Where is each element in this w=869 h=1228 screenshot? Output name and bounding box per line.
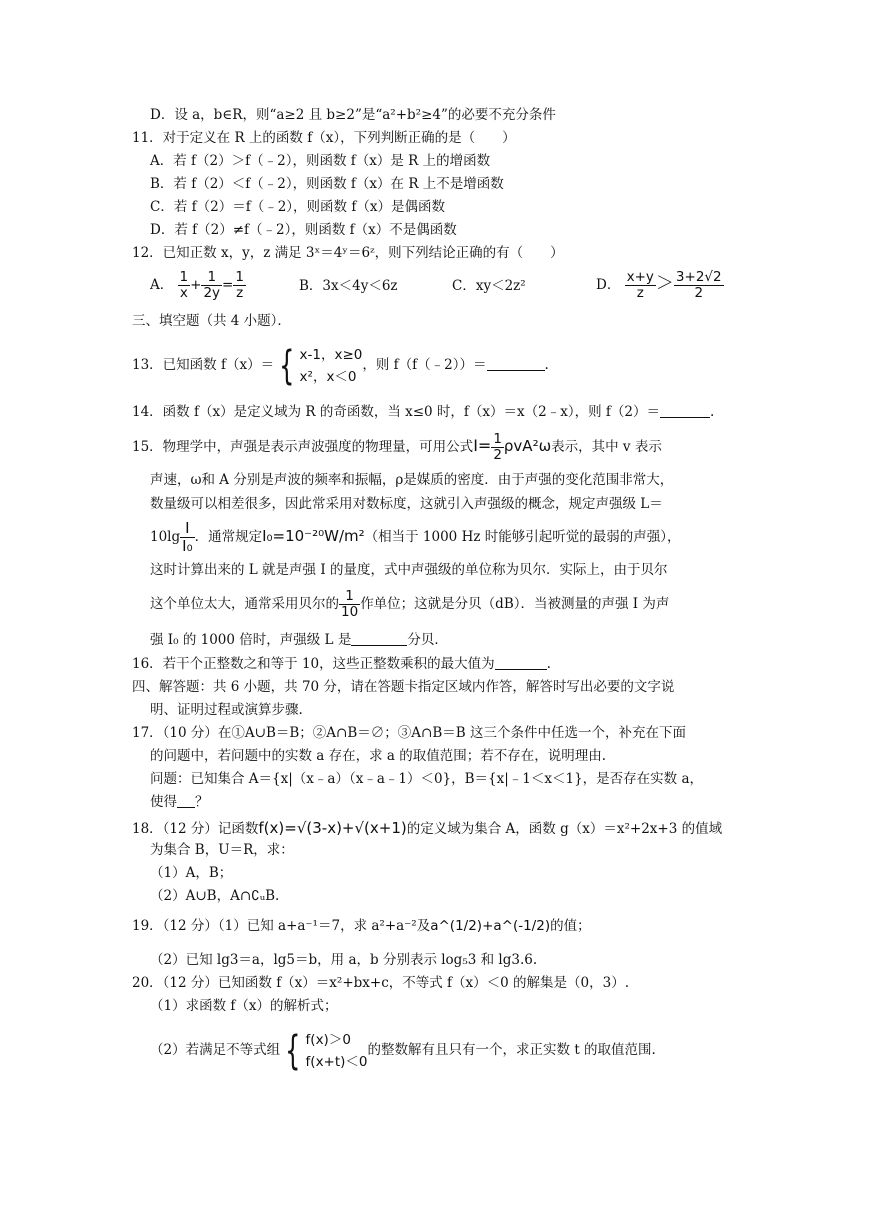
- q14: 14．函数 f（x）是定义域为 R 的奇函数，当 x≤0 时，f（x）＝x（2﹣x），则 f（2）＝ .: [132, 404, 715, 420]
- inequality-system: f(x)＞0 f(x+t)＜0: [305, 1031, 368, 1070]
- section-4-heading-cont: 明、证明过程或演算步骤.: [150, 702, 303, 718]
- option-label: D．: [596, 277, 621, 293]
- q11-option-d: D．若 f（2）≠f（﹣2），则函数 f（x）不是偶函数: [150, 222, 457, 238]
- answer-blank[interactable]: [487, 356, 545, 371]
- q18-line-2: 为集合 B，U＝R，求：: [150, 842, 294, 858]
- answer-blank[interactable]: [495, 655, 547, 670]
- q12-stem: 12．已知正数 x，y，z 满足 3ˣ＝4ʸ＝6ᶻ，则下列结论正确的有（ ）: [132, 245, 564, 261]
- fraction: $\frac{x+y}{z}$: [626, 268, 654, 301]
- fraction: $\frac{1}{z}$: [235, 268, 244, 301]
- fraction: $\frac{1}{10}$: [341, 587, 359, 620]
- q12-option-d: D． $\frac{x+y}{z}$ ＞ $\frac{3+2√2}{2}$: [596, 268, 722, 301]
- q10-option-d: D．设 a，b∈R，则“a≥2 且 b≥2”是“a²+b²≥4”的必要不充分条件: [150, 107, 556, 123]
- fraction: $\frac{1}{2}$: [493, 430, 502, 463]
- q12-option-b: B．3x＜4y＜6z: [299, 278, 398, 294]
- q15-line-1: 15．物理学中，声强是表示声波强度的物理量，可用公式I= $\frac{1}{2}$ ρvA²ω表示，其中 v 表示: [132, 430, 662, 463]
- q15-line-7: 强 I₀ 的 1000 倍时，声强级 L 是 分贝．: [150, 632, 448, 648]
- piecewise-cases: x-1，x≥0 x²，x＜0: [299, 346, 363, 385]
- q18-line-3: （1）A，B；: [150, 865, 233, 881]
- q15-line-5: 这时计算出来的 L 就是声强 I 的量度，式中声强级的单位称为贝尔．实际上，由于贝尔: [150, 562, 668, 578]
- fraction: $\frac{I}{\text{I₀}}$: [182, 519, 193, 555]
- q15-line-2: 声速，ω和 A 分别是声波的频率和振幅，ρ是媒质的密度．由于声强的变化范围非常大，: [150, 472, 674, 488]
- q11-option-b: B．若 f（2）＜f（﹣2），则函数 f（x）在 R 上不是增函数: [150, 176, 504, 192]
- q20-line-1: 20．（12 分）已知函数 f（x）＝x²+bx+c，不等式 f（x）＜0 的解集是（0，3）.: [132, 975, 630, 991]
- brace: {: [285, 1027, 301, 1074]
- brace: {: [279, 342, 295, 389]
- q16: 16．若干个正整数之和等于 10，这些正整数乘积的最大值为 .: [132, 656, 551, 672]
- q19-line-1: 19．（12 分）（1）已知 a+a⁻¹＝7，求 a²+a⁻²及a^(1/2)+a^(-1/2)的值；: [132, 918, 591, 934]
- q20-line-3: （2）若满足不等式组 { f(x)＞0 f(x+t)＜0 的整数解有且只有一个，求正实数 t 的取值范围.: [150, 1027, 656, 1074]
- q18-line-1: 18．（12 分）记函数f(x)=√(3-x)+√(x+1)的定义域为集合 A，函数 g（x）＝x²+2x+3 的值域: [132, 819, 723, 837]
- q13: 13．已知函数 f（x）＝ { x-1，x≥0 x²，x＜0 ，则 f（f（﹣2））＝ .: [132, 342, 549, 389]
- q12-option-c: C．xy＜2z²: [452, 278, 526, 294]
- q11-stem: 11．对于定义在 R 上的函数 f（x），下列判断正确的是（ ）: [132, 130, 516, 146]
- answer-blank[interactable]: [660, 403, 710, 418]
- q17-line-2: 的问题中，若问题中的实数 a 存在，求 a 的取值范围；若不存在，说明理由.: [150, 748, 607, 764]
- q15-line-3: 数量级可以相差很多，因此常采用对数标度，这就引入声强级的概念，规定声强级 L＝: [150, 496, 663, 512]
- formula: a^(1/2)+a^(-1/2): [430, 918, 551, 934]
- q11-option-c: C．若 f（2）＝f（﹣2），则函数 f（x）是偶函数: [150, 199, 445, 215]
- q17-line-1: 17．（10 分）在①A∪B＝B；②A∩B＝∅；③A∩B＝B 这三个条件中任选一个，补充在下面: [132, 725, 686, 741]
- q12-option-a: A． $\frac{1}{x}$ + $\frac{1}{2y}$ = $\frac{1}{z}$: [150, 268, 244, 301]
- section-3-heading: 三、填空题（共 4 小题）．: [132, 313, 291, 329]
- fraction: $\frac{3+2√2}{2}$: [675, 268, 722, 301]
- section-4-heading: 四、解答题：共 6 小题，共 70 分，请在答题卡指定区域内作答，解答时写出必要的文字说: [132, 679, 675, 695]
- q15-line-4: 10lg $\frac{I}{\text{I₀}}$ ．通常规定I₀=10⁻²⁰W/m²（相当于 1000 Hz 时能够引起听觉的最弱的声强），: [150, 519, 681, 555]
- answer-blank[interactable]: [177, 793, 195, 808]
- q19-line-2: （2）已知 lg3＝a，lg5＝b，用 a，b 分别表示 log₅3 和 lg3.6.: [150, 952, 538, 968]
- q11-option-a: A．若 f（2）＞f（﹣2），则函数 f（x）是 R 上的增函数: [150, 153, 491, 169]
- q18-line-4: （2）A∪B，A∩∁ᵤB.: [150, 888, 280, 904]
- q20-line-2: （1）求函数 f（x）的解析式；: [150, 998, 338, 1014]
- answer-blank[interactable]: [351, 631, 407, 646]
- q17-line-4: 使得 ？: [150, 794, 209, 810]
- fraction: $\frac{1}{2y}$: [203, 268, 221, 301]
- q17-line-3: 问题：已知集合 A＝{x|（x﹣a）（x﹣a﹣1）＜0}，B＝{x|﹣1＜x＜1}，是否存在实数 a，: [150, 771, 704, 787]
- option-label: A．: [150, 277, 174, 293]
- formula: f(x)=√(3-x)+√(x+1): [258, 819, 407, 837]
- q15-line-6: 这个单位太大，通常采用贝尔的 $\frac{1}{10}$ 作单位；这就是分贝（dB）．当被测量的声强 I 为声: [150, 587, 670, 620]
- fraction: $\frac{1}{x}$: [179, 268, 189, 301]
